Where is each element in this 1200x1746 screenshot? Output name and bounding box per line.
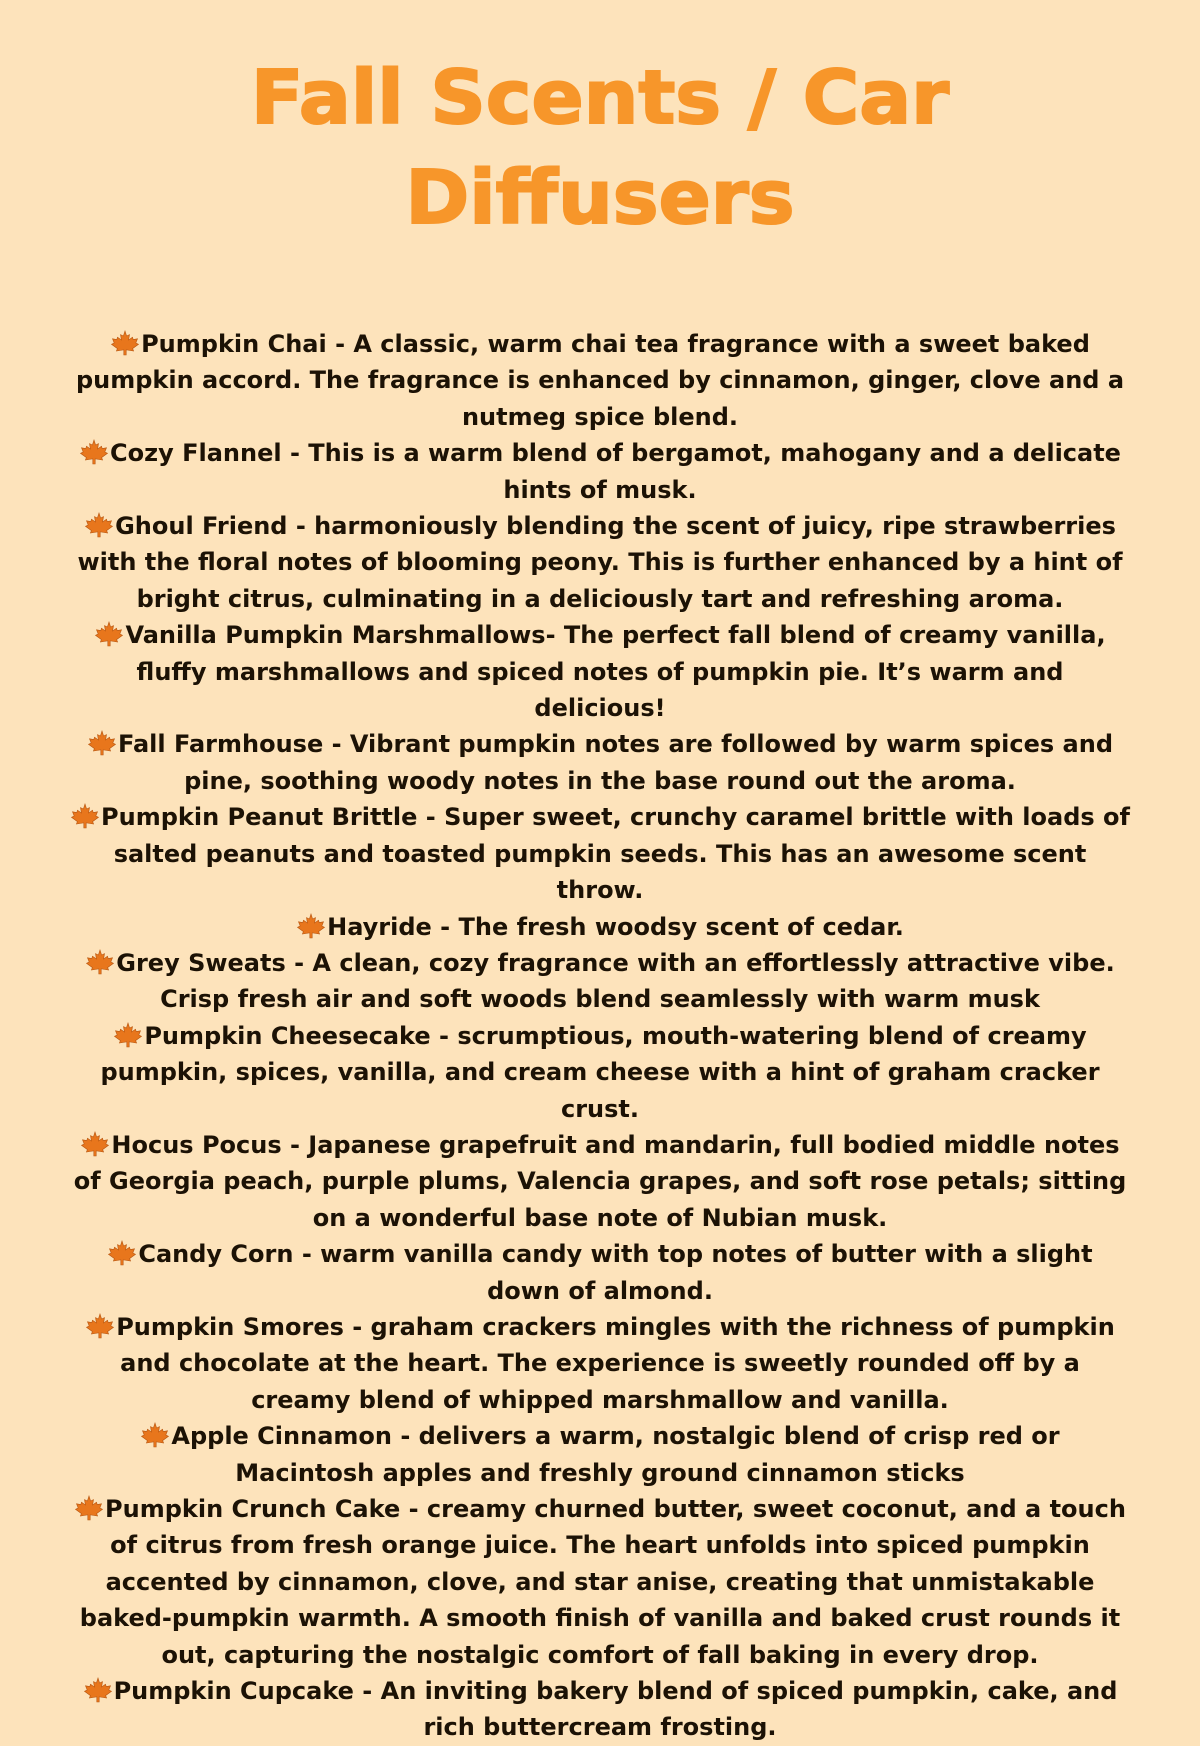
scent-list (70, 326, 1130, 1746)
scent-description: Pumpkin Peanut Brittle - Super sweet, crunchy caramel brittle with loads of salted peanuts and toasted pumpkin seeds. This has an awesome scent throw. (101, 803, 1130, 905)
scent-entry (70, 1673, 1130, 1746)
maple-leaf-icon (113, 1022, 143, 1048)
scent-entry (70, 1418, 1130, 1491)
maple-leaf-icon (83, 1677, 113, 1703)
maple-leaf-icon (85, 1313, 115, 1339)
maple-leaf-icon (94, 621, 124, 647)
scent-description: Ghoul Friend - harmoniously blending the scent of juicy, ripe strawberries with the floral notes of blooming peony. This is further enhanced by a hint of bright citrus, culminating in a deliciously tart and refreshing aroma. (77, 512, 1123, 613)
scent-description: Pumpkin Cheesecake - scrumptious, mouth-watering blend of creamy pumpkin, spices, vanilla, and cream cheese with a hint of graham cracker crust. (100, 1021, 1100, 1123)
maple-leaf-icon (140, 1422, 170, 1448)
scent-entry (70, 326, 1130, 435)
scent-entry (70, 435, 1130, 508)
maple-leaf-icon (110, 330, 140, 356)
maple-leaf-icon (87, 730, 117, 756)
scent-entry (70, 1018, 1130, 1127)
maple-leaf-icon (70, 803, 100, 829)
scent-entry (70, 726, 1130, 799)
scent-description: Pumpkin Chai - A classic, warm chai tea fragrance with a sweet baked pumpkin accord. The fragrance is enhanced by cinnamon, ginger, clove and a nutmeg spice blend. (75, 330, 1125, 431)
scent-description: Grey Sweats - A clean, cozy fragrance with an effortlessly attractive vibe. Crisp fresh air and soft woods blend seamlessly with warm musk (116, 948, 1115, 1014)
scent-entry (70, 1127, 1130, 1236)
scent-entry (70, 945, 1130, 1018)
maple-leaf-icon (296, 913, 326, 939)
scent-description: Vanilla Pumpkin Marshmallows- The perfect fall blend of creamy vanilla, fluffy marshmallows and spiced notes of pumpkin pie. It’s warm and delicious! (125, 621, 1106, 723)
scent-entry (70, 1491, 1130, 1673)
page-title: Fall Scents / Car Diffusers (250, 55, 950, 241)
scent-entry (70, 508, 1130, 617)
scent-description: Apple Cinnamon - delivers a warm, nostalgic blend of crisp red or Macintosh apples and freshly ground cinnamon sticks (171, 1422, 1060, 1487)
scent-entry (70, 1309, 1130, 1418)
maple-leaf-icon (107, 1240, 137, 1266)
scent-description: Fall Farmhouse - Vibrant pumpkin notes are followed by warm spices and pine, soothing woody notes in the base round out the aroma. (117, 730, 1114, 795)
maple-leaf-icon (79, 439, 109, 465)
scent-entry (70, 617, 1130, 726)
maple-leaf-icon (80, 1131, 110, 1157)
scent-description: Hayride - The fresh woodsy scent of cedar. (327, 912, 904, 941)
scent-description: Pumpkin Smores - graham crackers mingles with the richness of pumpkin and chocolate at the heart. The experience is sweetly rounded off by a creamy blend of whipped marshmallow and vanilla. (116, 1312, 1115, 1414)
scent-description: Cozy Flannel - This is a warm blend of bergamot, mahogany and a delicate hints of musk. (110, 439, 1121, 504)
maple-leaf-icon (85, 949, 115, 975)
scent-entry (70, 909, 1130, 945)
scent-description: Candy Corn - warm vanilla candy with top notes of butter with a slight down of almond. (138, 1240, 1093, 1305)
maple-leaf-icon (84, 512, 114, 538)
scent-entry (70, 1236, 1130, 1309)
scent-entry (70, 799, 1130, 908)
maple-leaf-icon (74, 1495, 104, 1521)
scent-description: Pumpkin Crunch Cake - creamy churned butter, sweet coconut, and a touch of citrus from fresh orange juice. The heart unfolds into spiced pumpkin accented by cinnamon, clove, and star anise, creating that unmistakable baked-pumpkin warmth. A smooth finish of vanilla and baked crust rounds it out, capturing the nostalgic comfort of fall baking in every drop. (79, 1495, 1126, 1669)
scent-description: Pumpkin Cupcake - An inviting bakery blend of spiced pumpkin, cake, and rich buttercream frosting. (113, 1677, 1118, 1742)
scent-description: Hocus Pocus - Japanese grapefruit and mandarin, full bodied middle notes of Georgia peach, purple plums, Valencia grapes, and soft rose petals; sitting on a wonderful base note of Nubian musk. (73, 1130, 1127, 1232)
